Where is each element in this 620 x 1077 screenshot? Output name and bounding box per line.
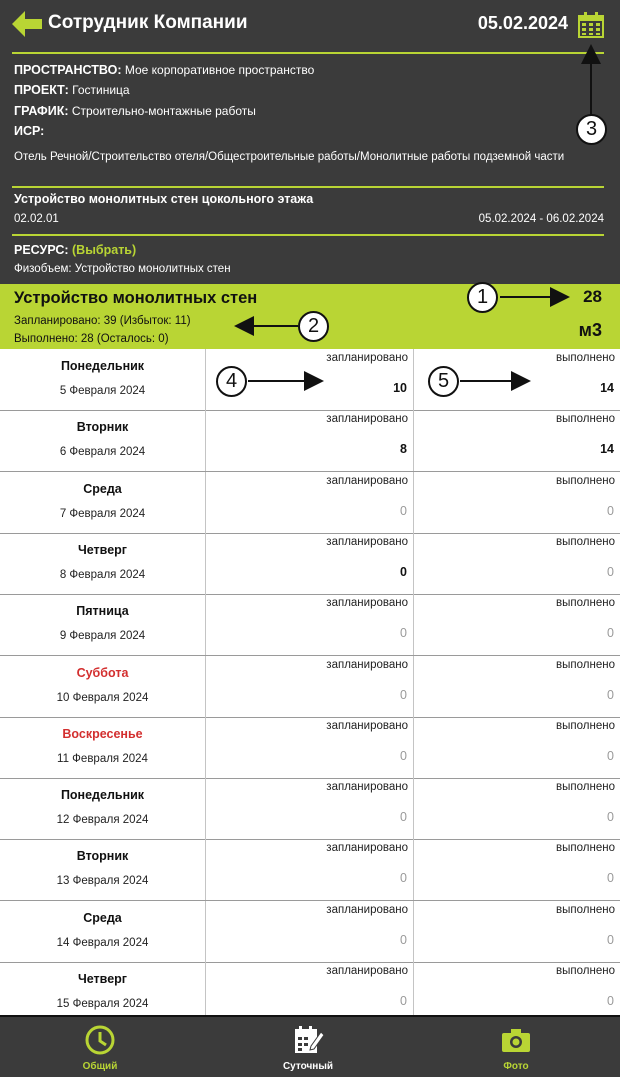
- day-date: 14 Февраля 2024: [56, 937, 149, 949]
- planned-cell[interactable]: [205, 656, 413, 717]
- value-label: выполнено: [556, 597, 615, 609]
- day-row[interactable]: [0, 901, 620, 963]
- day-name: Вторник: [76, 849, 129, 863]
- resource-select-link[interactable]: (Выбрать): [72, 243, 137, 257]
- day-date: 9 Февраля 2024: [59, 630, 146, 642]
- callout-3: 3: [576, 114, 607, 145]
- summary-done: Выполнено: 28 (Осталось: 0): [14, 333, 169, 345]
- day-date: 6 Февраля 2024: [59, 446, 146, 458]
- day-date: 10 Февраля 2024: [56, 692, 149, 704]
- project-row: [14, 83, 130, 97]
- project-label: ПРОЕКТ:: [14, 83, 69, 97]
- day-date: 5 Февраля 2024: [59, 385, 146, 397]
- schedule-label: ГРАФИК:: [14, 104, 69, 118]
- camera-icon: [500, 1024, 532, 1056]
- project-value: Гостиница: [72, 83, 130, 97]
- planned-value[interactable]: 0: [400, 626, 407, 640]
- value-label: запланировано: [326, 597, 408, 609]
- planned-value[interactable]: 8: [400, 442, 407, 456]
- day-cell: [0, 594, 205, 655]
- callout-1: 1: [467, 282, 498, 313]
- day-row[interactable]: [0, 410, 620, 472]
- task-date-range: 05.02.2024 - 06.02.2024: [478, 213, 604, 225]
- done-cell[interactable]: [413, 901, 620, 962]
- planned-cell[interactable]: [205, 717, 413, 778]
- daily-list[interactable]: [0, 349, 620, 1015]
- planned-cell[interactable]: [205, 533, 413, 594]
- value-label: запланировано: [326, 413, 408, 425]
- planned-cell[interactable]: [205, 901, 413, 962]
- tab-general[interactable]: [30, 1017, 170, 1077]
- summary-unit: м3: [578, 320, 602, 340]
- value-label: запланировано: [326, 842, 408, 854]
- day-date: 12 Февраля 2024: [56, 814, 149, 826]
- resource-row: [14, 243, 136, 257]
- value-label: выполнено: [556, 352, 615, 364]
- planned-value[interactable]: 0: [400, 871, 407, 885]
- day-cell: [0, 717, 205, 778]
- planned-value[interactable]: 10: [393, 381, 407, 395]
- tab-label: Фото: [503, 1061, 529, 1072]
- done-value[interactable]: 0: [607, 994, 614, 1008]
- done-cell[interactable]: [413, 656, 620, 717]
- space-value: Мое корпоративное пространство: [124, 63, 315, 77]
- tab-photo[interactable]: [446, 1017, 586, 1077]
- value-label: выполнено: [556, 781, 615, 793]
- planned-value[interactable]: 0: [400, 810, 407, 824]
- done-cell[interactable]: [413, 410, 620, 471]
- day-row[interactable]: [0, 839, 620, 901]
- day-name: Понедельник: [60, 788, 145, 802]
- value-label: выполнено: [556, 659, 615, 671]
- calendar-icon[interactable]: [578, 12, 604, 38]
- done-cell[interactable]: [413, 594, 620, 655]
- done-value[interactable]: 0: [607, 504, 614, 518]
- day-cell: [0, 349, 205, 410]
- daily-edit-icon: [292, 1024, 324, 1056]
- day-cell: [0, 839, 205, 900]
- day-name: Понедельник: [60, 359, 145, 373]
- value-label: выполнено: [556, 842, 615, 854]
- day-date: 15 Февраля 2024: [56, 998, 149, 1010]
- callout-2: 2: [298, 311, 329, 342]
- done-value[interactable]: 0: [607, 749, 614, 763]
- day-row[interactable]: [0, 717, 620, 779]
- done-cell[interactable]: [413, 472, 620, 533]
- done-value[interactable]: 0: [607, 626, 614, 640]
- app-header: [0, 0, 620, 48]
- clock-icon: [84, 1024, 116, 1056]
- day-row[interactable]: [0, 594, 620, 656]
- day-row[interactable]: [0, 349, 620, 411]
- planned-cell[interactable]: [205, 472, 413, 533]
- divider: [12, 186, 604, 188]
- day-row[interactable]: [0, 472, 620, 534]
- day-cell: [0, 901, 205, 962]
- planned-cell[interactable]: [205, 410, 413, 471]
- done-value[interactable]: 14: [600, 381, 614, 395]
- value-label: выполнено: [556, 904, 615, 916]
- done-value[interactable]: 0: [607, 871, 614, 885]
- current-date: 05.02.2024: [477, 13, 568, 33]
- bottom-nav: [0, 1015, 620, 1077]
- value-label: запланировано: [326, 965, 408, 977]
- value-label: запланировано: [326, 475, 408, 487]
- day-cell: [0, 533, 205, 594]
- day-cell: [0, 656, 205, 717]
- divider: [12, 52, 604, 54]
- tab-daily[interactable]: [238, 1017, 378, 1077]
- planned-cell[interactable]: [205, 594, 413, 655]
- summary-planned: Запланировано: 39 (Избыток: 11): [14, 315, 191, 327]
- value-label: запланировано: [326, 352, 408, 364]
- schedule-value: Строительно-монтажные работы: [71, 104, 256, 118]
- day-name: Вторник: [76, 420, 129, 434]
- planned-cell[interactable]: [205, 778, 413, 839]
- planned-value[interactable]: 0: [400, 749, 407, 763]
- value-label: запланировано: [326, 720, 408, 732]
- day-name: Среда: [83, 911, 122, 925]
- done-cell[interactable]: [413, 962, 620, 1015]
- value-label: запланировано: [326, 536, 408, 548]
- phys-volume: Физобъем: Устройство монолитных стен: [14, 263, 231, 275]
- planned-cell[interactable]: [205, 962, 413, 1015]
- day-row[interactable]: [0, 962, 620, 1015]
- planned-value[interactable]: 0: [400, 994, 407, 1008]
- planned-value[interactable]: 0: [400, 504, 407, 518]
- value-label: запланировано: [326, 659, 408, 671]
- done-value[interactable]: 0: [607, 688, 614, 702]
- summary-title: Устройство монолитных стен: [14, 289, 258, 307]
- value-label: выполнено: [556, 413, 615, 425]
- value-label: запланировано: [326, 904, 408, 916]
- page-title: Сотрудник Компании: [48, 12, 248, 33]
- callout-5: 5: [428, 366, 459, 397]
- value-label: выполнено: [556, 965, 615, 977]
- day-name: Среда: [83, 482, 122, 496]
- day-name: Воскресенье: [62, 727, 143, 741]
- day-name: Четверг: [77, 543, 127, 557]
- day-cell: [0, 962, 205, 1015]
- planned-value[interactable]: 0: [400, 565, 407, 579]
- day-cell: [0, 472, 205, 533]
- day-row[interactable]: [0, 778, 620, 840]
- planned-cell[interactable]: [205, 839, 413, 900]
- tab-label: Суточный: [282, 1061, 334, 1072]
- done-value[interactable]: 14: [600, 442, 614, 456]
- day-date: 13 Февраля 2024: [56, 875, 149, 887]
- day-name: Четверг: [77, 972, 127, 986]
- value-label: выполнено: [556, 720, 615, 732]
- isr-label: ИСР:: [14, 124, 45, 138]
- done-cell[interactable]: [413, 778, 620, 839]
- done-value[interactable]: 0: [607, 933, 614, 947]
- space-label: ПРОСТРАНСТВО:: [14, 63, 122, 77]
- done-cell[interactable]: [413, 533, 620, 594]
- space-row: [14, 63, 314, 77]
- day-cell: [0, 778, 205, 839]
- done-cell[interactable]: [413, 839, 620, 900]
- schedule-row: [14, 104, 256, 118]
- day-name: Пятница: [76, 604, 129, 618]
- day-date: 8 Февраля 2024: [59, 569, 146, 581]
- divider: [12, 234, 604, 236]
- summary-total: 28: [583, 287, 602, 306]
- isr-row: [14, 124, 44, 138]
- planned-value[interactable]: 0: [400, 933, 407, 947]
- back-arrow-icon[interactable]: [12, 11, 42, 37]
- value-label: выполнено: [556, 475, 615, 487]
- resource-label: РЕСУРС:: [14, 243, 69, 257]
- day-row[interactable]: [0, 656, 620, 718]
- day-cell: [0, 410, 205, 471]
- done-value[interactable]: 0: [607, 565, 614, 579]
- isr-path: Отель Речной/Строительство отеля/Общестроительные работы/Монолитные работы подземной части: [14, 151, 565, 163]
- day-row[interactable]: [0, 533, 620, 595]
- day-name: Суббота: [76, 666, 129, 680]
- task-name: Устройство монолитных стен цокольного этажа: [14, 192, 314, 206]
- task-code: 02.02.01: [14, 213, 59, 225]
- done-value[interactable]: 0: [607, 810, 614, 824]
- planned-value[interactable]: 0: [400, 688, 407, 702]
- done-cell[interactable]: [413, 717, 620, 778]
- day-date: 7 Февраля 2024: [59, 508, 146, 520]
- tab-label: Общий: [82, 1061, 118, 1072]
- value-label: запланировано: [326, 781, 408, 793]
- value-label: выполнено: [556, 536, 615, 548]
- callout-4: 4: [216, 366, 247, 397]
- task-info-panel: [0, 48, 620, 284]
- day-date: 11 Февраля 2024: [57, 753, 148, 765]
